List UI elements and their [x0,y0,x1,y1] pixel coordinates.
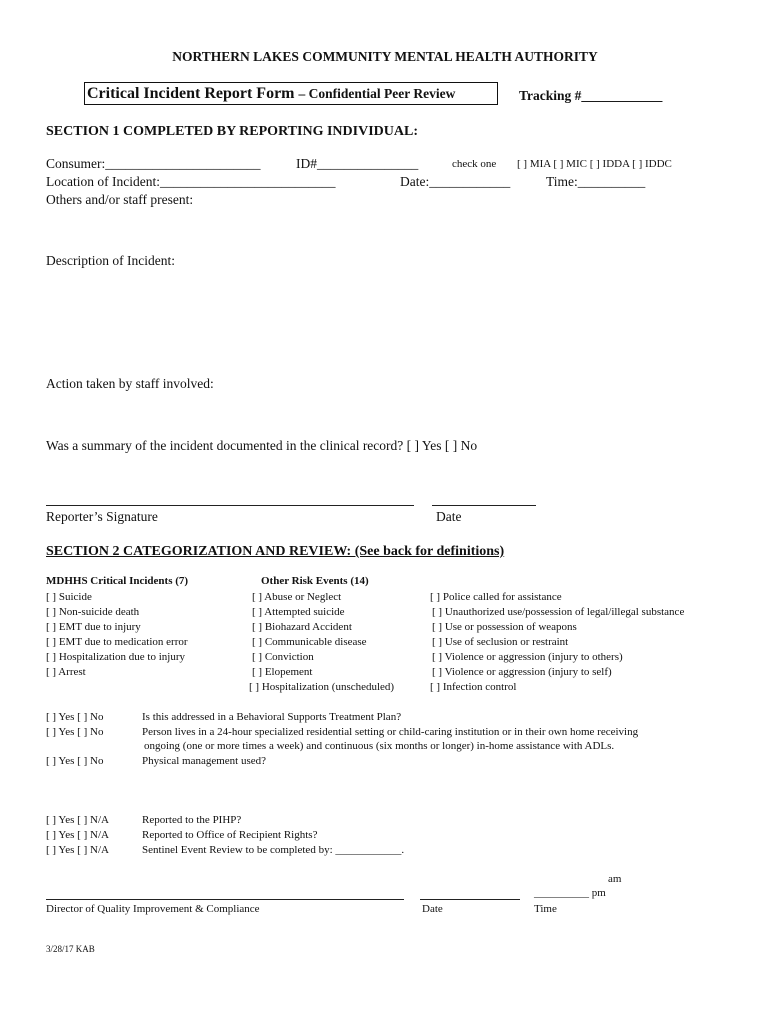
check-one-label: check one [452,158,497,170]
incident-time-field[interactable]: Time:__________ [546,174,646,189]
summary-documented-question[interactable]: Was a summary of the incident documented in the clinical record? [ ] Yes [ ] No [46,438,478,453]
sentinel-review-label[interactable]: Sentinel Event Review to be completed by: ____________. [142,844,405,856]
risk-event-item[interactable]: [ ] Elopement [252,666,313,678]
risk-event-item[interactable]: [ ] Police called for assistance [430,591,562,603]
critical-incident-item[interactable]: [ ] Arrest [46,666,86,678]
pihp-reported-label: Reported to the PIHP? [142,814,242,826]
reporter-signature-label: Reporter’s Signature [46,509,158,524]
form-title: Critical Incident Report Form [87,85,295,102]
risk-event-item[interactable]: [ ] Conviction [252,651,314,663]
risk-event-item[interactable]: [ ] Abuse or Neglect [252,591,342,603]
risk-event-item[interactable]: [ ] Violence or aggression (injury to others) [432,651,623,663]
treatment-plan-question: Is this addressed in a Behavioral Supports Treatment Plan? [142,711,402,723]
residential-setting-options[interactable]: [ ] Yes [ ] No [46,726,104,738]
director-date-label: Date [422,903,443,915]
recipient-rights-label: Reported to Office of Recipient Rights? [142,829,318,841]
mdhhs-critical-incidents-header: MDHHS Critical Incidents (7) [46,575,189,587]
director-signature-label: Director of Quality Improvement & Compliance [46,903,260,915]
residential-setting-question-cont: ongoing (one or more times a week) and continuous (six months or longer) in-home assistance with ADLs. [144,740,615,752]
consumer-field[interactable]: Consumer:_______________________ [46,156,261,171]
time-line-pm[interactable]: __________ pm [534,887,606,899]
risk-event-item[interactable]: [ ] Infection control [430,681,517,693]
critical-incident-item[interactable]: [ ] Non-suicide death [46,606,140,618]
recipient-rights-options[interactable]: [ ] Yes [ ] N/A [46,829,109,841]
section1-heading: SECTION 1 COMPLETED BY REPORTING INDIVIDUAL: [46,124,418,139]
physical-management-options[interactable]: [ ] Yes [ ] No [46,755,104,767]
signature-line[interactable] [46,505,414,506]
director-time-label: Time [534,903,557,915]
incident-date-field[interactable]: Date:____________ [400,174,511,189]
pihp-reported-options[interactable]: [ ] Yes [ ] N/A [46,814,109,826]
physical-management-question: Physical management used? [142,755,267,767]
residential-setting-question: Person lives in a 24-hour specialized residential setting or child-caring institution or in their own home receiving [142,726,639,738]
sentinel-review-options[interactable]: [ ] Yes [ ] N/A [46,844,109,856]
tracking-number-field[interactable]: Tracking #____________ [519,88,663,103]
risk-event-item[interactable]: [ ] Biohazard Accident [252,621,352,633]
form-title-line [87,85,455,103]
risk-event-item[interactable]: [ ] Violence or aggression (injury to self) [432,666,612,678]
form-subtitle: – Confidential Peer Review [298,86,456,101]
am-label: am [608,873,622,885]
risk-event-item[interactable]: [ ] Communicable disease [252,636,367,648]
program-checkboxes[interactable]: [ ] MIA [ ] MIC [ ] IDDA [ ] IDDC [517,158,672,170]
action-taken-label: Action taken by staff involved: [46,376,214,391]
critical-incident-item[interactable]: [ ] Suicide [46,591,92,603]
others-present-label: Others and/or staff present: [46,192,194,207]
consumer-id-field[interactable]: ID#_______________ [296,156,419,171]
critical-incident-item[interactable]: [ ] Hospitalization due to injury [46,651,185,663]
director-signature-line[interactable] [46,899,404,900]
risk-event-item[interactable]: [ ] Attempted suicide [252,606,345,618]
description-label: Description of Incident: [46,253,175,268]
organization-name: NORTHERN LAKES COMMUNITY MENTAL HEALTH AUTHORITY [172,49,598,64]
director-date-line[interactable] [420,899,520,900]
location-field[interactable]: Location of Incident:__________________________ [46,174,336,189]
risk-event-item[interactable]: [ ] Unauthorized use/possession of legal/illegal substance [432,606,685,618]
other-risk-events-header: Other Risk Events (14) [261,575,369,587]
form-version: 3/28/17 KAB [46,944,95,954]
treatment-plan-options[interactable]: [ ] Yes [ ] No [46,711,104,723]
critical-incident-item[interactable]: [ ] EMT due to injury [46,621,141,633]
critical-incident-item[interactable]: [ ] EMT due to medication error [46,636,188,648]
section2-heading: SECTION 2 CATEGORIZATION AND REVIEW: (See back for definitions) [46,544,505,559]
risk-event-item[interactable]: [ ] Use or possession of weapons [432,621,577,633]
risk-event-item[interactable]: [ ] Use of seclusion or restraint [432,636,569,648]
signature-date-label: Date [436,509,462,524]
risk-event-item[interactable]: [ ] Hospitalization (unscheduled) [249,681,395,693]
signature-date-line[interactable] [432,505,536,506]
